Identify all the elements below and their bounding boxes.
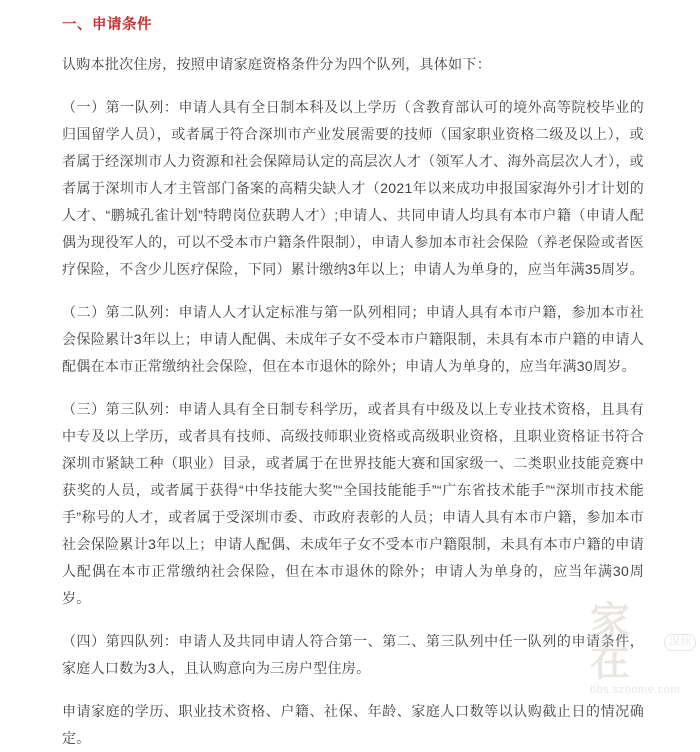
paragraph-queue-1: （一）第一队列：申请人具有全日制本科及以上学历（含教育部认可的境外高等院校毕业的归国留学人员），或者属于符合深圳市产业发展需要的技师（国家职业资格二级及以上），或者属于经深圳市人力资源和社会保障局认定的高层次人才（领军人才、海外高层次人才），或者属于深圳市人才主管部门备案的高精尖缺人才（2021年以来成功申报国家海外引才计划的人才、“鹏城孔雀计划”特聘岗位获聘人才）;申请人、共同申请人均具有本市户籍（申请人配偶为现役军人的，可以不受本市户籍条件限制），申请人参加本市社会保险（养老保险或者医疗保险，不含少儿医疗保险，下同）累计缴纳3年以上；申请人为单身的，应当年满35周岁。 [62, 99, 644, 277]
watermark-badge: 深圳 [664, 634, 696, 651]
intro-paragraph: 认购本批次住房，按照申请家庭资格条件分为四个队列，具体如下： [62, 56, 491, 72]
watermark-main-text: 家在 [590, 599, 630, 684]
paragraph-queue-4: （四）第四队列：申请人及共同申请人符合第一、第二、第三队列中任一队列的申请条件，家庭人口数为3人，且认购意向为三房户型住房。 [62, 633, 644, 676]
footer-note: 申请家庭的学历、职业技术资格、户籍、社保、年龄、家庭人口数等以认购截止日的情况确定。 [62, 703, 644, 746]
section-title: 一、申请条件 [62, 17, 152, 33]
paragraph-queue-2: （二）第二队列：申请人人才认定标准与第一队列相同；申请人具有本市户籍，参加本市社会保险累计3年以上；申请人配偶、未成年子女不受本市户籍限制，未具有本市户籍的申请人配偶在本市正常缴纳社会保险，但在本市退休的除外；申请人为单身的，应当年满30周岁。 [62, 304, 644, 374]
watermark-url-text: bbs.szhome.com [590, 684, 681, 696]
paragraph-queue-3: （三）第三队列：申请人具有全日制专科学历，或者具有中级及以上专业技术资格，且具有中专及以上学历，或者具有技师、高级技师职业资格或高级职业资格，且职业资格证书符合深圳市紧缺工种（职业）目录，或者属于在世界技能大赛和国家级一、二类职业技能竞赛中获奖的人员，或者属于获得“中华技能大奖”“全国技能能手”“广东省技术能手”“深圳市技术能手”称号的人才，或者属于受深圳市委、市政府表彰的人员；申请人具有本市户籍，参加本市社会保险累计3年以上；申请人配偶、未成年子女不受本市户籍限制，未具有本市户籍的申请人配偶在本市正常缴纳社会保险，但在本市退休的除外；申请人为单身的，应当年满30周岁。 [62, 401, 644, 606]
